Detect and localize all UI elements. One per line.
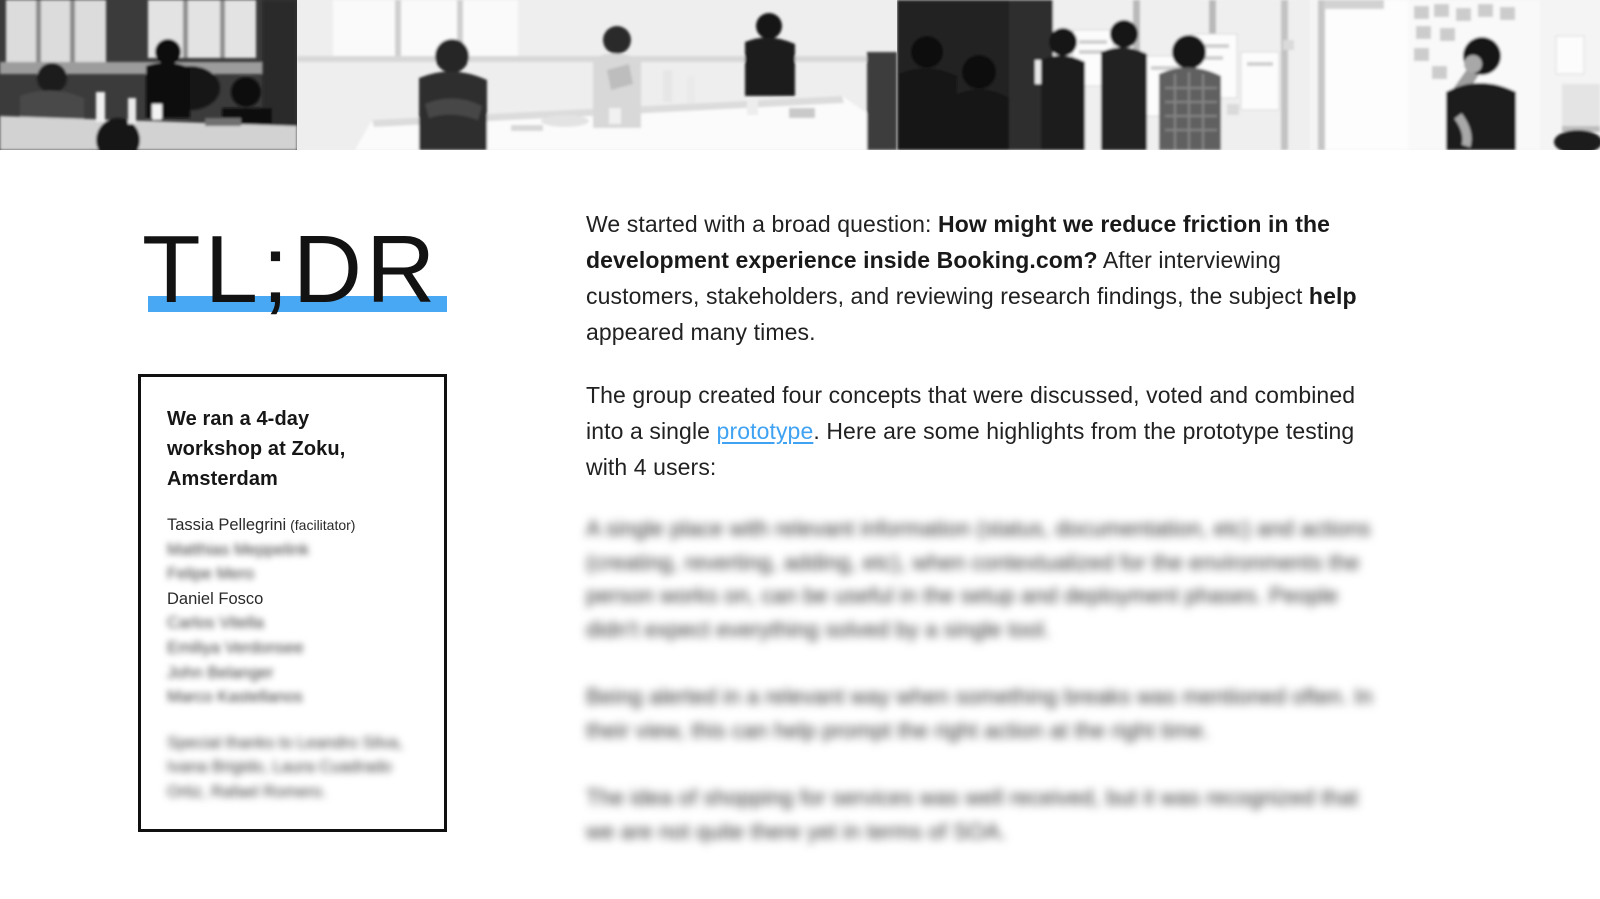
workshop-box-heading: We ran a 4-day workshop at Zoku, Amsterdam xyxy=(167,408,346,490)
page-title: TL;DR xyxy=(142,216,440,323)
text: The group created four concepts that were discussed, voted and combined into a single xyxy=(586,382,1356,444)
workshop-photo-whiteboard-sticky-notes xyxy=(1310,0,1600,150)
photo-banner xyxy=(0,0,1600,150)
participant-name-redacted: Emiliya Verdonsee xyxy=(167,638,304,657)
participant-name-redacted: Marco Kastellanos xyxy=(167,688,303,707)
text: appeared many times. xyxy=(586,319,816,345)
participant-name: Tassia Pellegrini (facilitator) xyxy=(167,516,356,534)
workshop-info-box xyxy=(138,374,447,832)
participants-list xyxy=(167,513,420,710)
concepts-paragraph xyxy=(586,377,1392,485)
highlight-paragraph-redacted-2: Being alerted in a relevant way when something breaks was mentioned often. In their view, this can help prompt the right action at the right time. xyxy=(586,684,1373,743)
bold-text: How might we reduce friction in the development experience inside Booking.com? xyxy=(586,211,1330,273)
workshop-photo-window-sketches xyxy=(897,0,1310,150)
highlight-paragraph-redacted-3: The idea of shopping for services was well received, but it was recognized that we are not quite there yet in terms of SOA. xyxy=(586,785,1359,844)
text: . Here are some highlights from the prototype testing with 4 users: xyxy=(586,418,1355,480)
highlight-paragraph-redacted-1: A single place with relevant information (status, documentation, etc) and actions (creating, reverting, adding, etc), when contextualized for the environments the person works on, can be useful in the setup and deployment phases. People didn't expect everything solved by a single tool. xyxy=(586,516,1371,642)
tldr-heading-block xyxy=(142,216,462,342)
bold-text: help xyxy=(1308,283,1357,309)
summary-text-column xyxy=(586,206,1392,882)
participant-name: Daniel Fosco xyxy=(167,589,264,608)
participant-name-redacted: Felipe Mero xyxy=(167,565,255,584)
participant-name-redacted: Matthias Meppelink xyxy=(167,540,310,559)
participant-role: (facilitator) xyxy=(286,517,356,533)
workshop-photo-meeting-room xyxy=(297,0,897,150)
prototype-link[interactable]: prototype xyxy=(716,418,814,444)
intro-paragraph xyxy=(586,206,1392,350)
text: After interviewing customers, stakeholders, and reviewing research findings, the subject xyxy=(586,247,1309,309)
special-thanks-redacted: Special thanks to Leandro Silva, Ivana Brigido, Laura Cuadrado Ortiz, Rafael Romero. xyxy=(167,733,403,801)
workshop-photo-table-discussion xyxy=(0,0,297,150)
participant-name-redacted: Carlos Vitella xyxy=(167,614,264,633)
text: We started with a broad question: xyxy=(586,211,939,237)
participant-name-redacted: John Belanger xyxy=(167,663,274,682)
